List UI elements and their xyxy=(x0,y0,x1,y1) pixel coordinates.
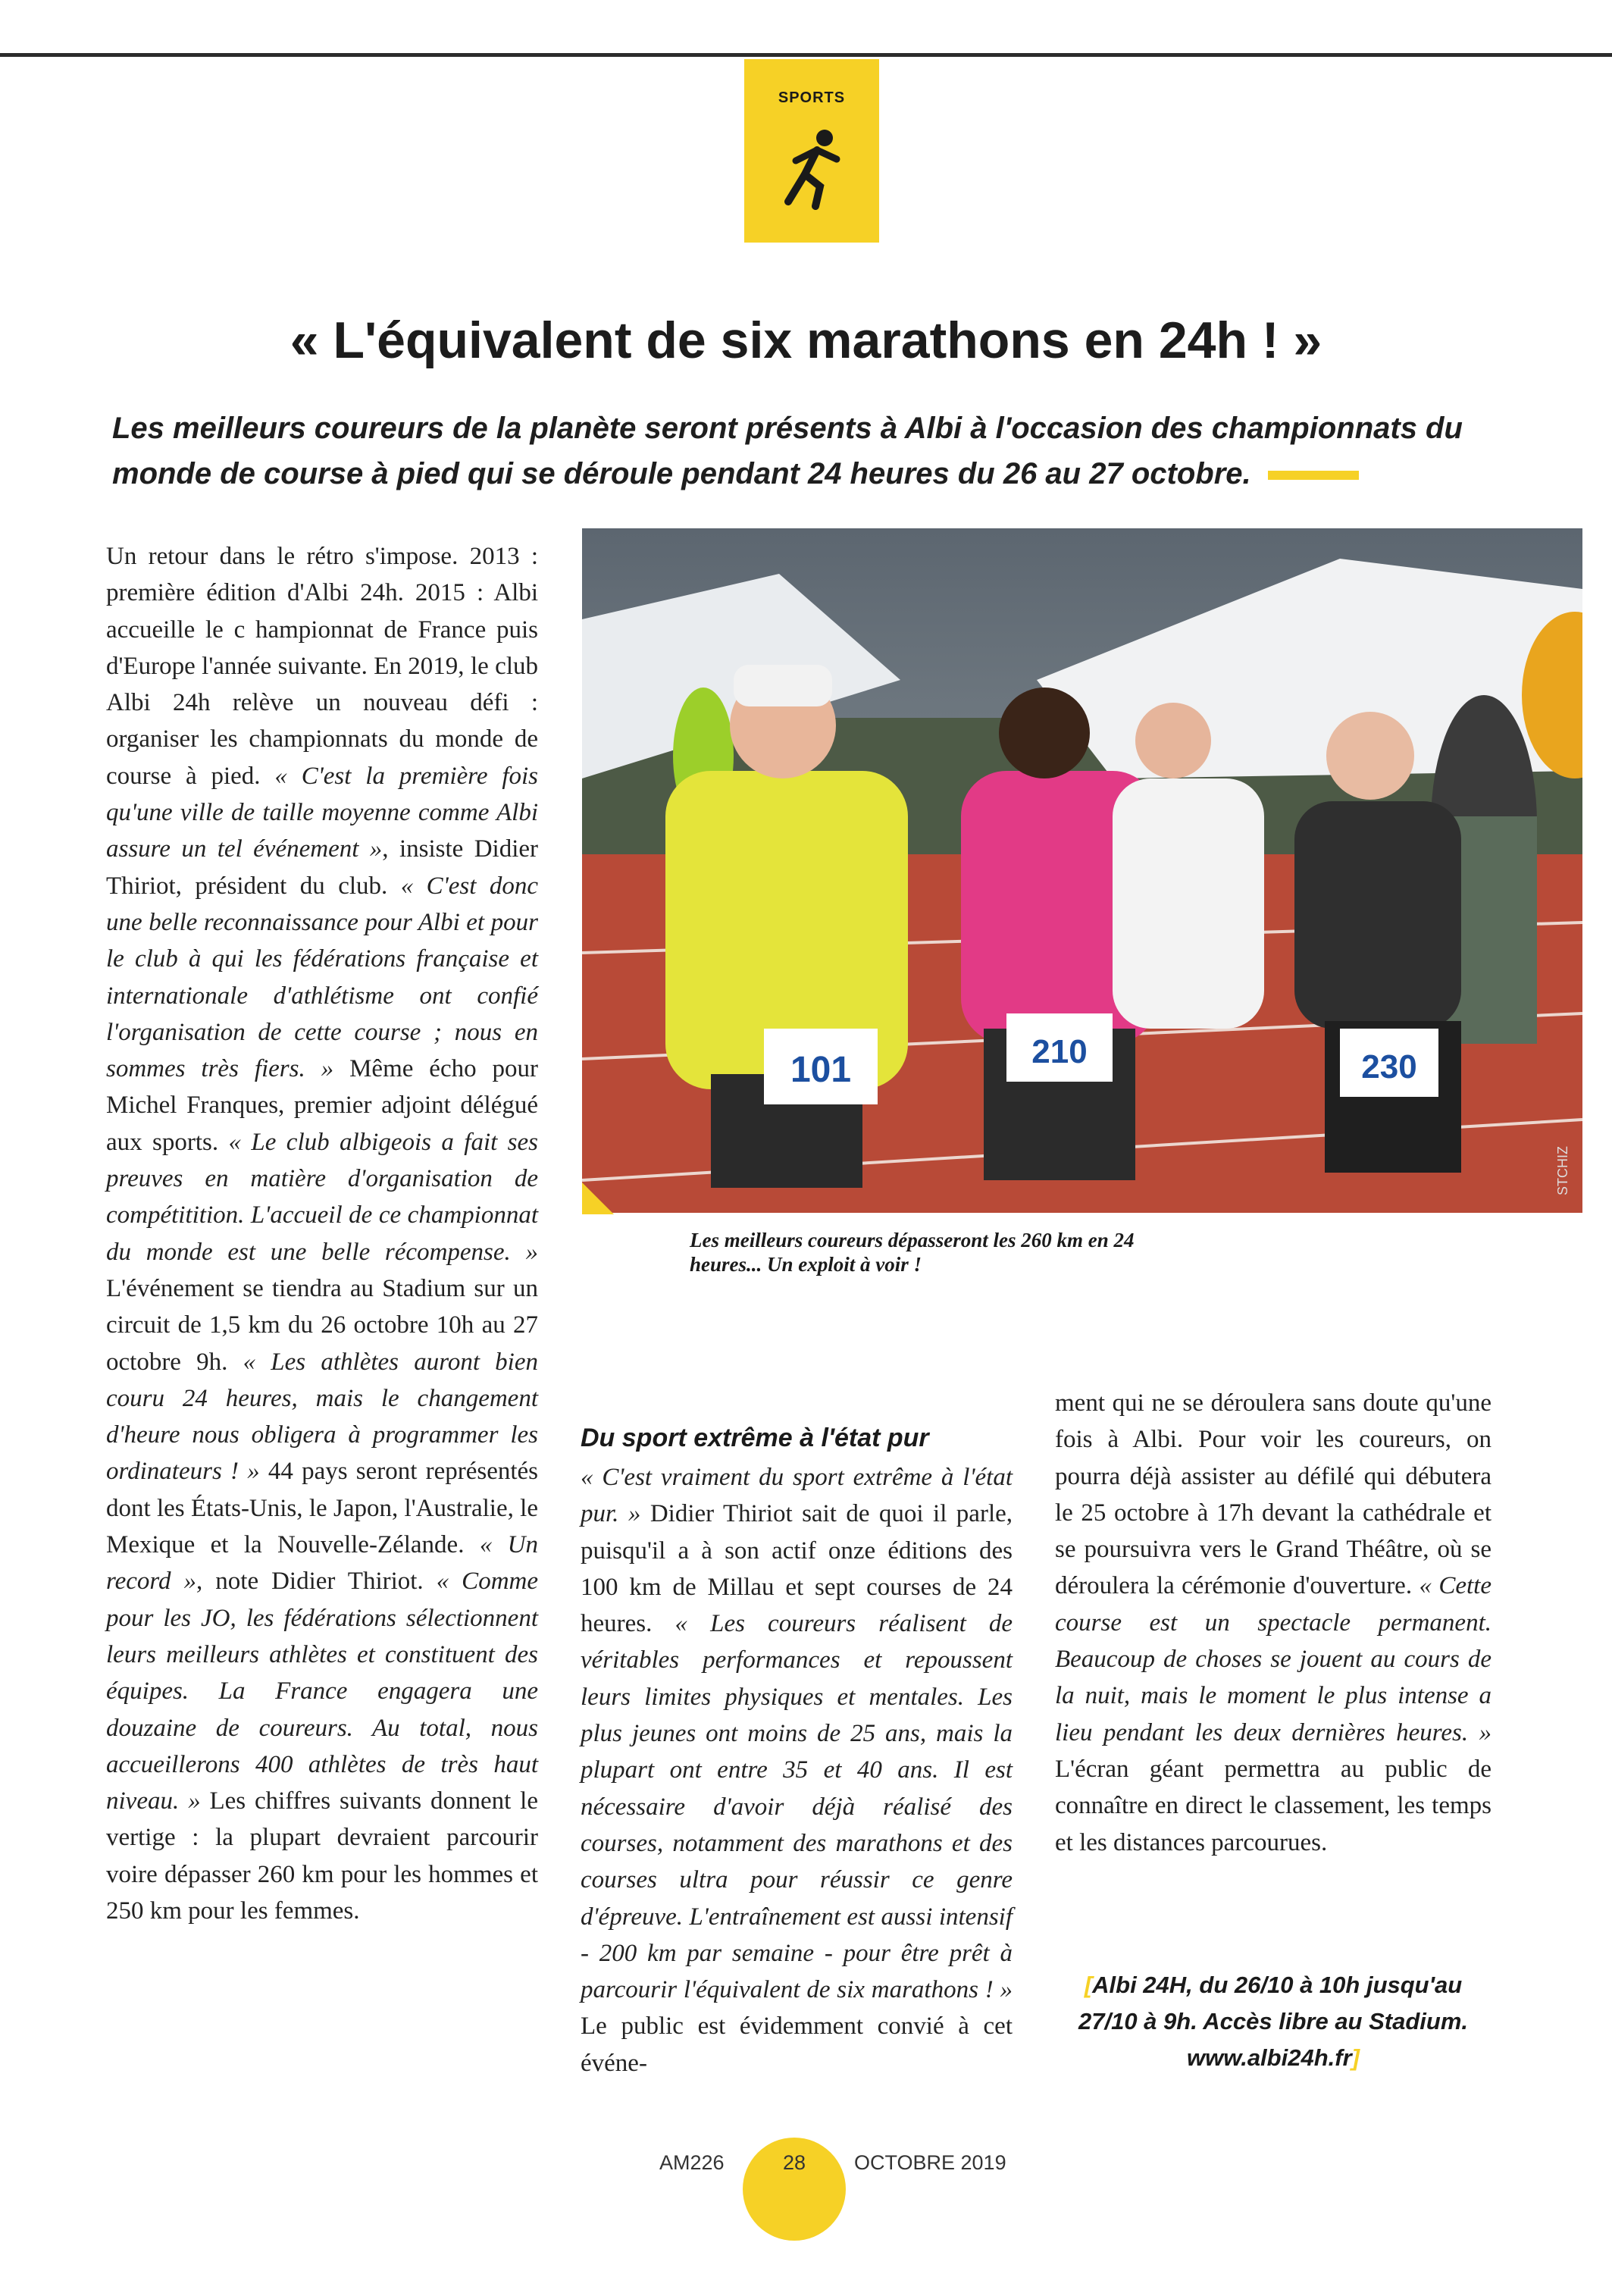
page-footer xyxy=(0,2138,1612,2198)
col1-quote-1: « C'est la première fois qu'une ville de taille moyenne comme Albi assure un tel événement » xyxy=(106,762,538,863)
photo-caption: Les meilleurs coureurs dépasseront les 260 km en 24 heures... Un exploit à voir ! xyxy=(690,1229,1135,1276)
col1-text-6: , note Didier Thiriot. xyxy=(196,1568,424,1596)
bib-number-3: 230 xyxy=(1361,1048,1417,1085)
photo-accent-corner xyxy=(582,1182,614,1214)
lead-line-2-text: monde de course à pied qui se déroule pendant 24 heures du 26 au 27 octobre. xyxy=(112,457,1251,490)
section-badge xyxy=(744,59,879,243)
col2-text-1: Didier Thiriot sait de quoi il parle, puisqu'il a à son actif onze éditions des 100 km de Millau et sept courses de 24 heures. xyxy=(581,1500,1013,1638)
article-photo xyxy=(582,528,1582,1213)
col1-quote-2: « C'est donc une belle reconnaissance pour Albi et pour le club à qui les fédérations française et internationale d'athlétisme ont confié l'organisation de cette course ; nous en sommes très fiers. » xyxy=(106,872,539,1083)
col1-text-4: L'événement se tiendra au Stadium sur un circuit de 1,5 km du 26 octobre 10h au 27 octobre 9h. xyxy=(106,1274,538,1376)
page-number: 28 xyxy=(782,2151,806,2174)
col1-text-3: Même écho pour Michel Franques, premier adjoint délégué aux sports. xyxy=(106,1055,538,1156)
article-column-3 xyxy=(1055,1385,1491,1861)
event-info-box xyxy=(1055,1967,1491,2076)
info-bracket-close: ] xyxy=(1351,2044,1360,2071)
article-headline: « L'équivalent de six marathons en 24h ! » xyxy=(290,312,1322,369)
article-column-1 xyxy=(106,538,538,1929)
runners-photo-illustration xyxy=(582,528,1582,1213)
col1-text-2: , insiste Didier Thiriot, président du club. xyxy=(106,835,538,900)
article-column-2 xyxy=(581,1421,1013,2081)
col1-quote-6: « Comme pour les JO, les fédérations sélectionnent leurs meilleurs athlètes et constituent des équipes. La France engagera une douzaine de coureurs. Au total, nous accueillerons 400 athlètes de très haut niveau. » xyxy=(106,1568,539,1815)
col3-text-1: ment qui ne se déroulera sans doute qu'une fois à Albi. Pour voir les coureurs, on pourra déjà assister au défilé qui débutera le 25 octobre à 17h devant la cathédrale et se poursuivra vers le Grand Théâtre, où se déroulera la cérémonie d'ouverture. xyxy=(1055,1389,1491,1600)
event-info-text: Albi 24H, du 26/10 à 10h jusqu'au 27/10 à 9h. Accès libre au Stadium. www.albi24h.fr xyxy=(1078,1972,1469,2071)
info-bracket-open: [ xyxy=(1084,1972,1093,1998)
col1-quote-3: « Le club albigeois a fait ses preuves en matière d'organisation de compétitition. L'accueil de ce championnat du monde est une belle récompense. » xyxy=(106,1128,538,1266)
section-label: SPORTS xyxy=(778,89,846,106)
lead-line-1: Les meilleurs coureurs de la planète seront présents à Albi à l'occasion des championnats du xyxy=(112,412,1463,445)
bib-number-2: 210 xyxy=(1031,1033,1088,1070)
col3-quote-1: « Cette course est un spectacle permanent. Beaucoup de choses se jouent au cours de la nuit, mais le moment le plus intense a lieu pendant les deux dernières heures. » xyxy=(1055,1572,1491,1746)
col3-text-2: L'écran géant permettra au public de connaître en direct le classement, les temps et les distances parcourues. xyxy=(1055,1755,1491,1856)
col1-quote-4: « Les athlètes auront bien couru 24 heures, mais le changement d'heure nous obligera à programmer les ordinateurs ! » xyxy=(106,1348,538,1486)
col1-text-5: 44 pays seront représentés dont les États-Unis, le Japon, l'Australie, le Mexique et la Nouvelle-Zélande. xyxy=(106,1458,539,1559)
page-top-border xyxy=(0,53,1612,57)
article-lead xyxy=(112,406,1507,496)
col1-quote-5: « Un record » xyxy=(106,1531,539,1596)
col1-text-1: Un retour dans le rétro s'impose. 2013 : première édition d'Albi 24h. 2015 : Albi accueille le c hampionnat de France puis d'Europe l'année suivante. En 2019, le club Albi 24h relève un nouveau défi : organiser les championnats du monde de course à pied. xyxy=(106,543,538,790)
bib-number-1: 101 xyxy=(790,1050,852,1090)
lead-accent-mark xyxy=(1268,471,1359,480)
col1-text-7: Les chiffres suivants donnent le vertige : la plupart devraient parcourir voire dépasser 260 km pour les hommes et 250 km pour les femmes. xyxy=(106,1787,538,1925)
magazine-issue: AM226 xyxy=(659,2151,725,2174)
runner-icon xyxy=(781,127,843,211)
col2-quote-1: « C'est vraiment du sport extrême à l'état pur. » xyxy=(581,1464,1013,1528)
lead-line-2 xyxy=(112,451,1507,496)
col2-text-2: Le public est évidemment convié à cet événe- xyxy=(581,2013,1013,2077)
issue-date: OCTOBRE 2019 xyxy=(854,2151,1006,2174)
section-subhead: Du sport extrême à l'état pur xyxy=(581,1424,929,1452)
photo-credit: STCHIZ xyxy=(1555,1146,1570,1195)
col2-quote-2: « Les coureurs réalisent de véritables performances et repoussent leurs limites physiques et mentales. Les plus jeunes ont moins de 25 ans, mais la plupart ont entre 35 et 40 ans. Il est nécessaire d'avoir déjà réalisé des courses, notamment des marathons et des courses ultra pour réussir ce genre d'épreuve. L'entraînement est aussi intensif - 200 km par semaine - pour être prêt à parcourir l'équivalent de six marathons ! » xyxy=(581,1610,1013,2004)
